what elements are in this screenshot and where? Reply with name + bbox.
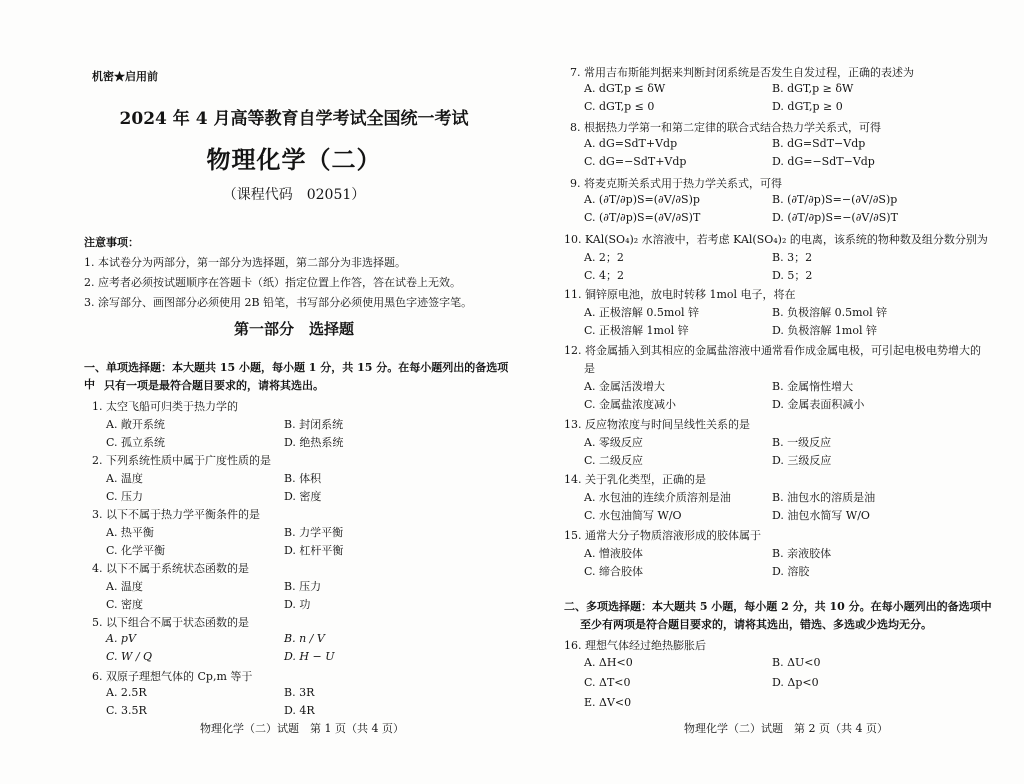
option: C. 化学平衡 — [106, 544, 166, 557]
option: A. 零级反应 — [584, 436, 643, 449]
option: D. 金属表面积减小 — [772, 398, 865, 411]
question-stem: 14. 关于乳化类型，正确的是 — [564, 473, 706, 486]
option: D. 三级反应 — [772, 454, 832, 467]
question-stem: 12. 将金属插入到其相应的金属盐溶液中通常看作成金属电极，可引起电极电势增大的 — [564, 344, 981, 357]
option: A. 憎液胶体 — [584, 547, 643, 560]
course-code: （课程代码 02051） — [222, 187, 366, 203]
option: A. 温度 — [106, 580, 143, 593]
option: B. ΔU<0 — [772, 656, 821, 669]
option: D. dG=−SdT−Vdp — [772, 155, 875, 168]
page-footer: 物理化学（二）试题 第 2 页（共 4 页） — [684, 722, 888, 735]
notice-item: 3. 涂写部分、画图部分必须使用 2B 铅笔，书写部分必须使用黑色字迹签字笔。 — [84, 296, 473, 309]
right-page — [560, 0, 1000, 784]
section-heading-cont: 只有一项是最符合题目要求的，请将其选出。 — [104, 379, 324, 392]
option: A. 敞开系统 — [106, 418, 165, 431]
option: A. (∂T/∂p)S=(∂V/∂S)p — [584, 193, 700, 206]
exam-title: 2024 年 4 月高等教育自学考试全国统一考试 — [119, 109, 469, 129]
question-stem: 16. 理想气体经过绝热膨胀后 — [564, 639, 706, 652]
option: D. 杠杆平衡 — [284, 544, 344, 557]
secret-label: 机密★启用前 — [92, 70, 158, 83]
option: B. 金属惰性增大 — [772, 380, 854, 393]
option: C. 4；2 — [584, 269, 625, 282]
option: C. 3.5R — [106, 704, 147, 717]
page-footer: 物理化学（二）试题 第 1 页（共 4 页） — [200, 722, 404, 735]
question-stem: 15. 通常大分子物质溶液形成的胶体属于 — [564, 529, 761, 542]
option: D. 功 — [284, 598, 311, 611]
option: B. 负极溶解 0.5mol 锌 — [772, 306, 888, 319]
question-stem: 4. 以下不属于系统状态函数的是 — [92, 562, 249, 575]
option: C. 缔合胶体 — [584, 565, 644, 578]
option: B. dGT,p ≥ δW — [772, 82, 854, 95]
question-stem: 3. 以下不属于热力学平衡条件的是 — [92, 508, 260, 521]
option: A. 水包油的连续介质溶剂是油 — [584, 491, 731, 504]
option: B. 油包水的溶质是油 — [772, 491, 876, 504]
question-stem: 1. 太空飞船可归类于热力学的 — [92, 400, 238, 413]
option: B. 一级反应 — [772, 436, 832, 449]
option: A. 正极溶解 0.5mol 锌 — [584, 306, 699, 319]
option: A. 温度 — [106, 472, 143, 485]
option: B. 3R — [284, 686, 315, 699]
option: A. 2；2 — [584, 251, 624, 264]
option: C. 孤立系统 — [106, 436, 166, 449]
notice-item: 1. 本试卷分为两部分，第一部分为选择题，第二部分为非选择题。 — [84, 256, 406, 269]
option: C. 正极溶解 1mol 锌 — [584, 324, 689, 337]
notice-item: 2. 应考者必须按试题顺序在答题卡（纸）指定位置上作答，答在试卷上无效。 — [84, 276, 461, 289]
notice-heading: 注意事项： — [84, 236, 139, 249]
question-stem: 11. 铜锌原电池，放电时转移 1mol 电子，将在 — [564, 288, 796, 301]
option: D. H − U — [284, 650, 335, 663]
option: C. 水包油简写 W/O — [584, 509, 682, 522]
option: D. 油包水简写 W/O — [772, 509, 870, 522]
option: A. pV — [106, 632, 136, 645]
option: A. 2.5R — [106, 686, 147, 699]
question-stem: 6. 双原子理想气体的 Cp,m 等于 — [92, 670, 253, 683]
option: C. 二级反应 — [584, 454, 644, 467]
option: D. Δp<0 — [772, 676, 819, 689]
option: D. 溶胶 — [772, 565, 810, 578]
option: C. dG=−SdT+Vdp — [584, 155, 687, 168]
option: B. 封闭系统 — [284, 418, 344, 431]
question-stem: 13. 反应物浓度与时间呈线性关系的是 — [564, 418, 750, 431]
question-stem: 5. 以下组合不属于状态函数的是 — [92, 616, 249, 629]
option: E. ΔV<0 — [584, 696, 632, 709]
option: D. (∂T/∂p)S=−(∂V/∂S)T — [772, 211, 898, 224]
part-title: 第一部分 选择题 — [233, 320, 354, 338]
option: B. 压力 — [284, 580, 322, 593]
option: D. 绝热系统 — [284, 436, 344, 449]
section-heading: 二、多项选择题：本大题共 5 小题，每小题 2 分，共 10 分。在每小题列出的备选项中 — [564, 600, 992, 613]
option: B. 亲液胶体 — [772, 547, 832, 560]
option: A. 热平衡 — [106, 526, 154, 539]
section-heading-cont: 至少有两项是符合题目要求的，请将其选出，错选、多选或少选均无分。 — [580, 618, 932, 631]
option: D. 4R — [284, 704, 315, 717]
option: A. dGT,p ≤ δW — [584, 82, 666, 95]
option: B. n / V — [284, 632, 325, 645]
option: C. 压力 — [106, 490, 144, 503]
option: B. dG=SdT−Vdp — [772, 137, 866, 150]
option: C. dGT,p ≤ 0 — [584, 100, 655, 113]
option: C. 金属盐浓度减小 — [584, 398, 677, 411]
option: A. 金属活泼增大 — [584, 380, 665, 393]
option: B. 体积 — [284, 472, 322, 485]
question-stem: 8. 根据热力学第一和第二定律的联合式结合热力学关系式，可得 — [570, 121, 881, 134]
question-stem: 7. 常用吉布斯能判据来判断封闭系统是否发生自发过程，正确的表述为 — [570, 66, 914, 79]
question-stem-cont: 是 — [584, 362, 595, 375]
left-page — [78, 0, 510, 784]
option: D. 密度 — [284, 490, 322, 503]
question-stem: 10. KAl(SO₄)₂ 水溶液中，若考虑 KAl(SO₄)₂ 的电离，该系统的物种数及组分数分别为 — [564, 233, 988, 246]
option: A. dG=SdT+Vdp — [584, 137, 678, 150]
option: D. 负极溶解 1mol 锌 — [772, 324, 877, 337]
option: B. 力学平衡 — [284, 526, 344, 539]
option: D. 5；2 — [772, 269, 813, 282]
option: A. ΔH<0 — [584, 656, 633, 669]
option: D. dGT,p ≥ 0 — [772, 100, 843, 113]
question-stem: 2. 下列系统性质中属于广度性质的是 — [92, 454, 271, 467]
option: C. ΔT<0 — [584, 676, 631, 689]
option: C. 密度 — [106, 598, 144, 611]
question-stem: 9. 将麦克斯关系式用于热力学关系式，可得 — [570, 177, 782, 190]
section-heading: 一、单项选择题：本大题共 15 小题，每小题 1 分，共 15 分。在每小题列出的备选项中 — [84, 361, 509, 391]
option: B. 3；2 — [772, 251, 813, 264]
option: B. (∂T/∂p)S=−(∂V/∂S)p — [772, 193, 898, 206]
option: C. (∂T/∂p)S=(∂V/∂S)T — [584, 211, 701, 224]
subject-title: 物理化学（二） — [206, 145, 382, 174]
option: C. W / Q — [106, 650, 153, 663]
